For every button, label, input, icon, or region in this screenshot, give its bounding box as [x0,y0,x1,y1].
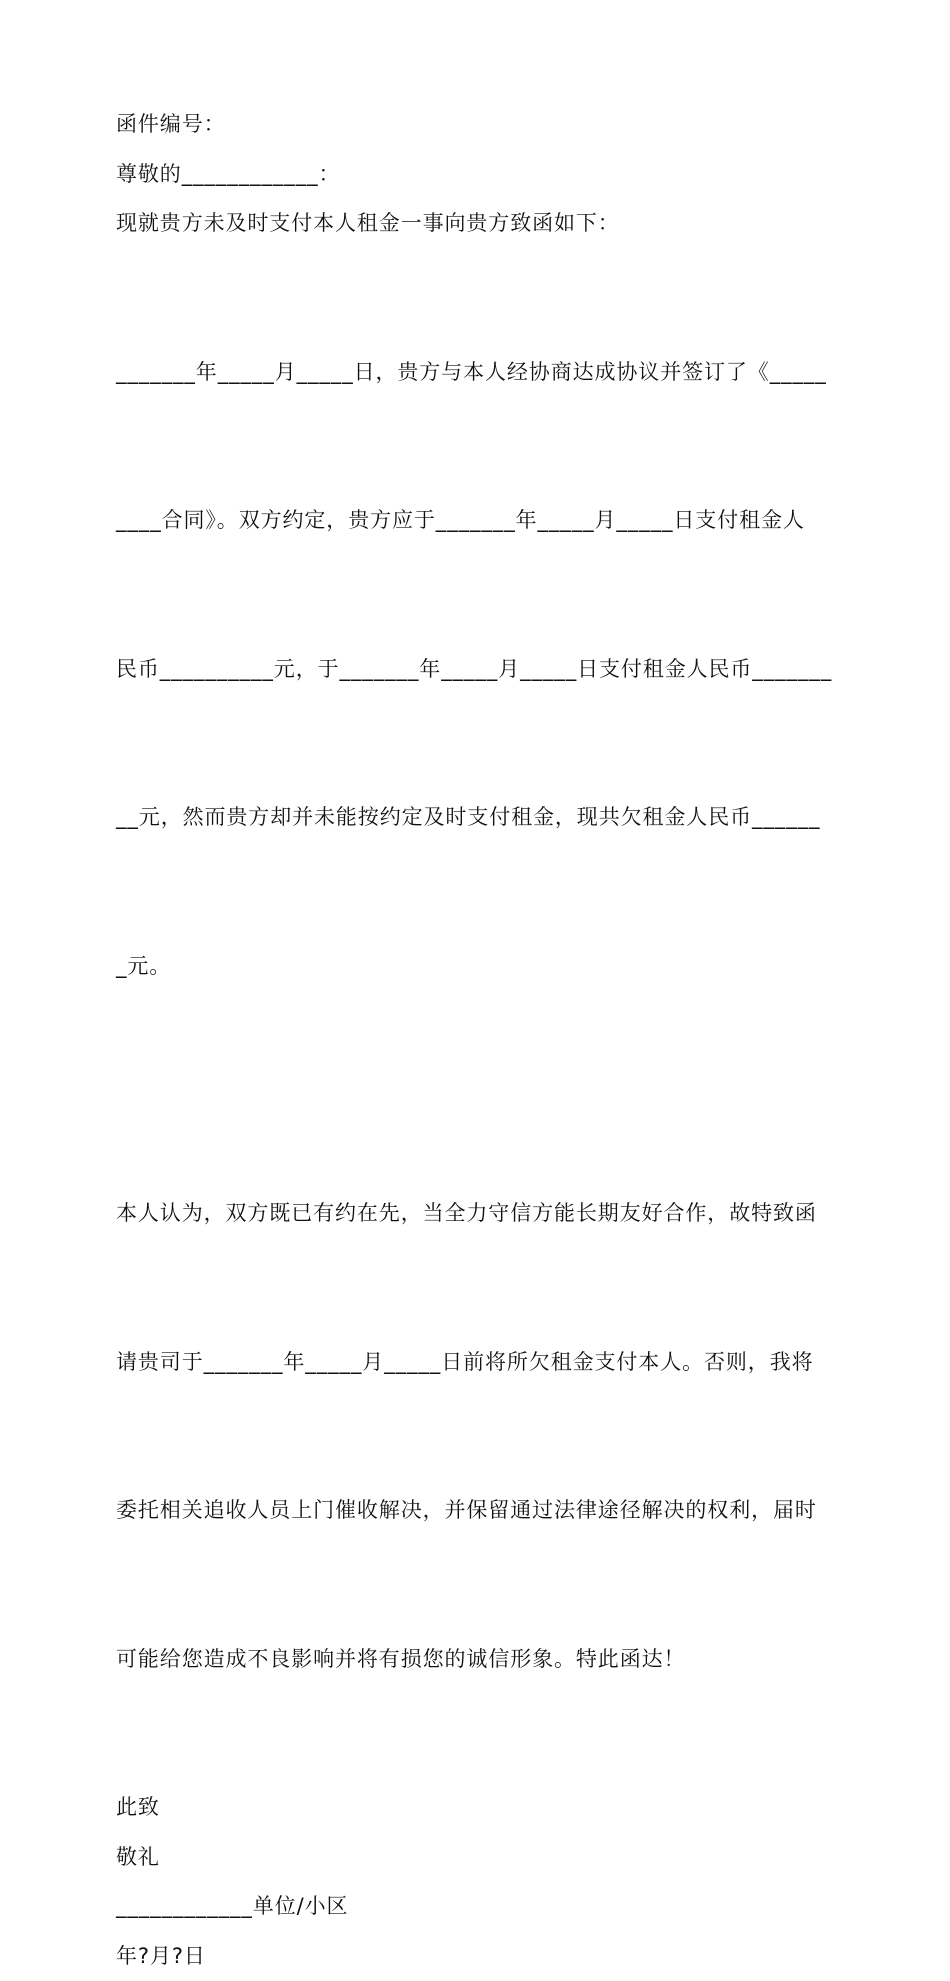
paragraph-line: ____合同》。双方约定，贵方应于_______年_____月_____日支付租金人 [116,496,838,546]
paragraph-line: 委托相关追收人员上门催收解决，并保留通过法律途径解决的权利，届时 [116,1486,838,1536]
date-line: 年?月?日 [116,1932,838,1981]
signature-line: ____________单位/小区 [116,1882,838,1932]
letter-body [116,100,838,1981]
paragraph-line: _元。 [116,942,838,992]
letter-number: 函件编号： [116,100,838,150]
closing-line-1: 此致 [116,1783,838,1833]
paragraph-line: 本人认为，双方既已有约在先，当全力守信方能长期友好合作，故特致函 [116,1189,838,1239]
paragraph-line: 民币__________元，于_______年_____月_____日支付租金人民币_______ [116,645,838,695]
paragraph-line: 请贵司于_______年_____月_____日前将所欠租金支付本人。否则，我将 [116,1338,838,1388]
paragraph-contract-terms [116,249,838,1091]
paragraph-demand [116,1090,838,1783]
paragraph-line: 可能给您造成不良影响并将有损您的诚信形象。特此函达！ [116,1635,838,1685]
paragraph-line: __元，然而贵方却并未能按约定及时支付租金，现共欠租金人民币______ [116,793,838,843]
salutation: 尊敬的____________： [116,150,838,200]
intro-line: 现就贵方未及时支付本人租金一事向贵方致函如下： [116,199,838,249]
closing-line-2: 敬礼 [116,1833,838,1883]
paragraph-line: _______年_____月_____日，贵方与本人经协商达成协议并签订了《_____ [116,348,838,398]
